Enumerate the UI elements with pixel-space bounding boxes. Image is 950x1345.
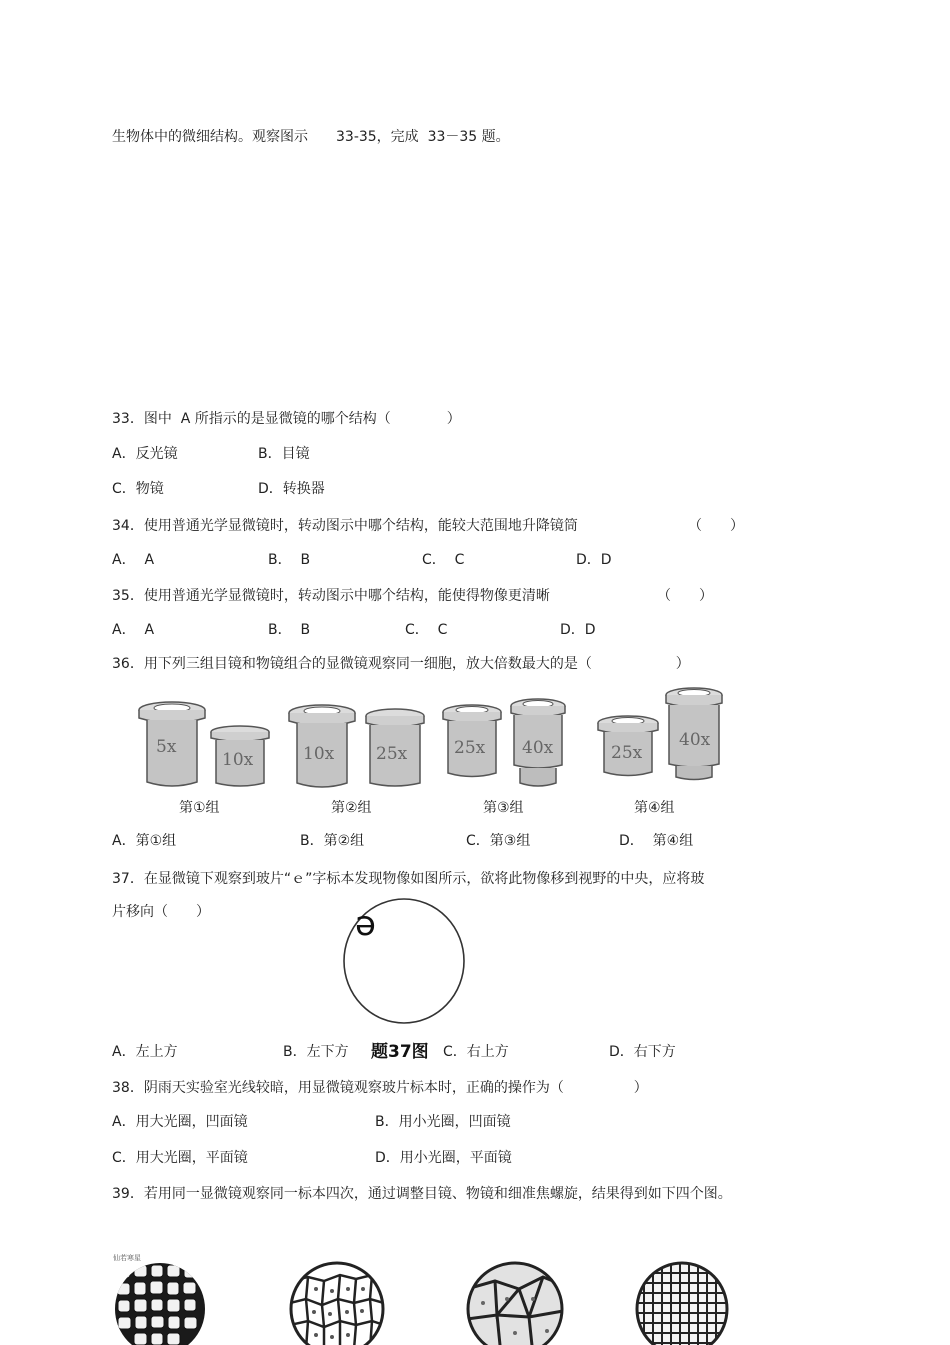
q34-option-d: D．D [576, 552, 612, 568]
question-36-stem: 36．用下列三组目镜和物镜组合的显微镜观察同一细胞，放大倍数最大的是（ ） [112, 656, 690, 672]
field-of-view-letter: ə [355, 904, 376, 944]
cell-view-1 [114, 1259, 206, 1345]
objective-group2-label: 25x [376, 744, 408, 764]
q36-option-c: C．第③组 [466, 833, 531, 849]
question-37-stem-line2: 片移向（ ） [112, 904, 210, 920]
tiny-watermark-label: 仙若寒星 [113, 1254, 141, 1262]
q37-option-c: C．右上方 [443, 1044, 509, 1060]
group2-caption: 第②组 [331, 800, 372, 816]
q34-option-c: C． C [422, 552, 465, 568]
cell-view-2 [290, 1259, 384, 1345]
q37-option-b: B．左下方 [283, 1044, 349, 1060]
q35-option-d: D．D [560, 622, 596, 638]
q33-option-c: C．物镜 [112, 481, 164, 497]
q35-option-b: B． B [268, 622, 311, 638]
q37-option-d: D．右下方 [609, 1044, 676, 1060]
q38-option-c: C．用大光圈，平面镜 [112, 1150, 248, 1166]
question-35-answer-paren: （ ） [657, 588, 713, 604]
question-38-stem: 38．阴雨天实验室光线较暗，用显微镜观察玻片标本时，正确的操作为（ ） [112, 1080, 648, 1096]
eyepiece-group3-label: 25x [454, 738, 486, 758]
q38-option-a: A．用大光圈，凹面镜 [112, 1114, 248, 1130]
question-37-stem-line1: 37．在显微镜下观察到玻片“ｅ”字标本发现物像如图所示，欲将此物像移到视野的中央，应将玻 [112, 871, 705, 887]
q33-option-b: B．目镜 [258, 446, 310, 462]
objective-group4-label: 40x [679, 730, 711, 750]
eyepiece-group4-label: 25x [611, 743, 643, 763]
q36-option-b: B．第②组 [300, 833, 365, 849]
question-33-stem: 33．图中 A 所指示的是显微镜的哪个结构（ ） [112, 411, 461, 427]
q33-option-a: A．反光镜 [112, 446, 178, 462]
q34-option-b: B． B [268, 552, 311, 568]
eyepiece-group2-label: 10x [303, 744, 335, 764]
figure-37-caption: 题37图 [371, 1037, 429, 1062]
q37-option-a: A．左上方 [112, 1044, 178, 1060]
objective-group3-label: 40x [522, 738, 554, 758]
q34-option-a: A． A [112, 552, 155, 568]
q36-option-a: A．第①组 [112, 833, 177, 849]
group3-caption: 第③组 [483, 800, 524, 816]
eyepiece-group1-label: 5x [156, 737, 177, 757]
question-34-answer-paren: （ ） [688, 518, 744, 534]
cell-view-4 [636, 1259, 728, 1345]
q35-option-a: A． A [112, 622, 155, 638]
group1-caption: 第①组 [179, 800, 220, 816]
intro-text: 生物体中的微细结构。观察图示 33-35，完成 33－35 题。 [112, 129, 510, 145]
question-34-stem: 34．使用普通光学显微镜时，转动图示中哪个结构，能较大范围地升降镜筒 [112, 518, 578, 534]
objective-group1-label: 10x [222, 750, 254, 770]
q35-option-c: C． C [405, 622, 448, 638]
question-35-stem: 35．使用普通光学显微镜时，转动图示中哪个结构，能使得物像更清晰 [112, 588, 550, 604]
q33-option-d: D．转换器 [258, 481, 325, 497]
group4-caption: 第④组 [634, 800, 675, 816]
question-39-stem: 39．若用同一显微镜观察同一标本四次，通过调整目镜、物镜和细准焦螺旋，结果得到如下四个图。 [112, 1186, 732, 1202]
q38-option-d: D．用小光圈，平面镜 [375, 1150, 512, 1166]
q36-option-d: D． 第④组 [619, 833, 694, 849]
q38-option-b: B．用小光圈，凹面镜 [375, 1114, 511, 1130]
cell-view-3 [467, 1259, 563, 1345]
